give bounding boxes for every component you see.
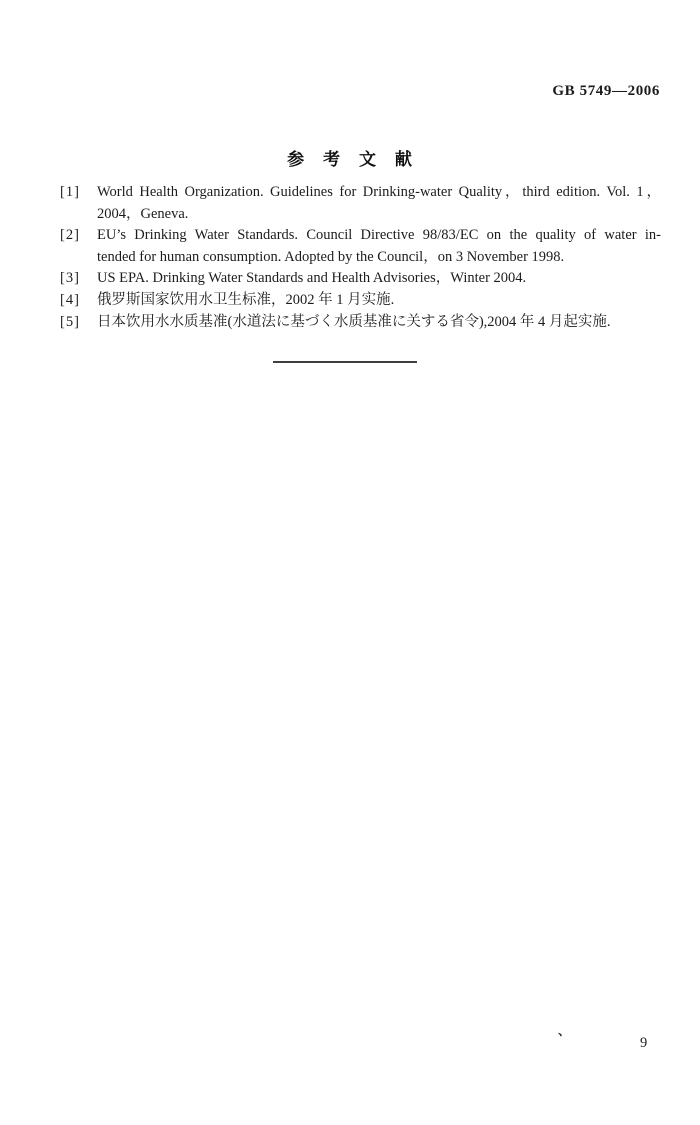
reference-line: 俄罗斯国家饮用水卫生标准，2002 年 1 月实施. [97, 291, 395, 308]
reference-text [97, 268, 661, 290]
reference-marker: [2] [60, 227, 80, 244]
reference-item [60, 290, 661, 312]
reference-line: 2004，Geneva. [97, 205, 189, 222]
reference-item [60, 312, 661, 334]
reference-text [97, 225, 661, 268]
reference-text [97, 290, 661, 312]
reference-item [60, 268, 661, 290]
standard-code: GB 5749—2006 [552, 83, 660, 99]
reference-line: EU’s Drinking Water Standards. Council Directive 98/83/EC on the quality of water in- [97, 227, 661, 244]
reference-list [60, 182, 661, 333]
reference-marker: [1] [60, 184, 80, 200]
reference-marker: [3] [60, 270, 80, 287]
reference-text [97, 182, 661, 225]
reference-item [60, 182, 661, 225]
reference-line: World Health Organization. Guidelines for Drinking-water Quality，third edition. Vol. 1， [97, 184, 661, 200]
reference-line: US EPA. Drinking Water Standards and Health Advisories，Winter 2004. [97, 270, 527, 287]
page-number: 9 [640, 1035, 648, 1051]
reference-item [60, 225, 661, 268]
reference-marker: [5] [60, 313, 80, 330]
scan-stray-mark: 、 [558, 1024, 571, 1038]
end-of-text-divider [273, 361, 417, 363]
reference-line: tended for human consumption. Adopted by the Council，on 3 November 1998. [97, 248, 565, 265]
reference-marker: [4] [60, 291, 80, 308]
reference-line: 日本饮用水水质基准(水道法に基づく水质基准に关する省令),2004 年 4 月起实施. [97, 313, 611, 330]
reference-text [97, 312, 661, 334]
page-title: 参 考 文 献 [287, 150, 413, 170]
